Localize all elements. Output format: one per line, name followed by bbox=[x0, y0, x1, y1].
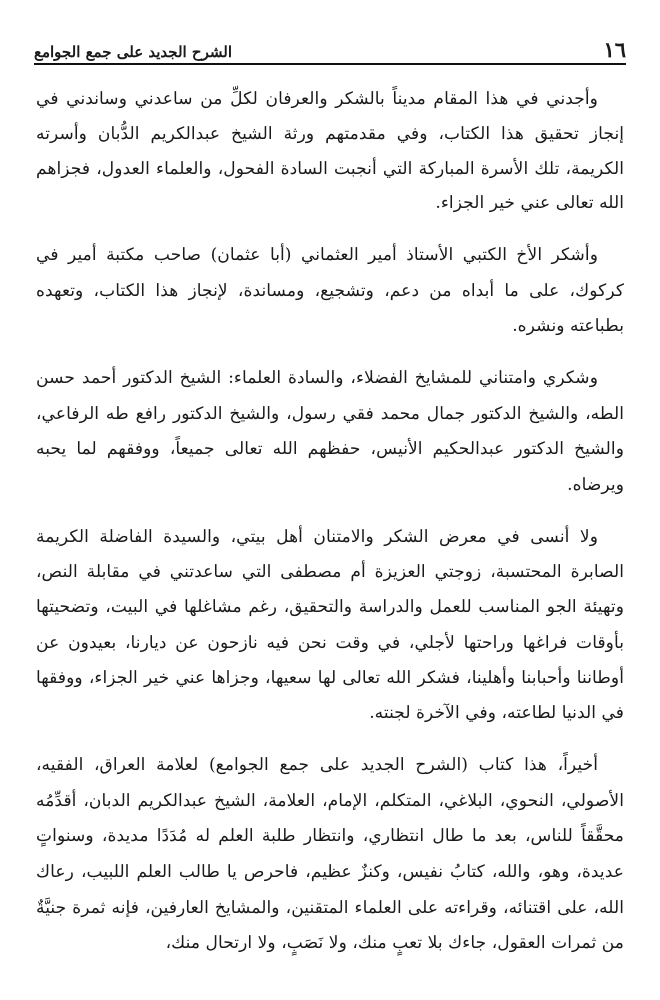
body-text bbox=[36, 82, 624, 982]
paragraph-book-introduction: أخيراً، هذا كتاب (الشرح الجديد على جمع الجوامع) لعلامة العراق، الفقيه، الأصولي، النحوي، البلاغي، المتكلم، الإمام، العلامة، الشيخ عبدالكريم الدبان، أقدِّمُه محقَّقاً للناس، بعد ما طال انتظاري، وانتظار طلبة العلم له مُدَدًا مديدة، وسنواتٍ عديدة، وهو، والله، كتابُ نفيس، وكنزٌ عظيم، فاحرص يا طالب العلم اللبيب، رعاك الله، على اقتنائه، وقراءته على العلماء المتقنين، والمشايخ العارفين، فإنه ثمرة جنيَّةٌ من ثمرات العقول، جاءك بلا تعبٍ منك، ولا نَصَبٍ، ولا ارتحال منك، bbox=[36, 755, 624, 954]
paragraph-acknowledgment-scholars: وشكري وامتناني للمشايخ الفضلاء، والسادة العلماء: الشيخ الدكتور أحمد حسن الطه، والشيخ الدكتور جمال محمد فقي رسول، والشيخ الدكتور رافع طه الرفاعي، والشيخ الدكتور عبدالحكيم الأنيس، حفظهم الله تعالى جميعاً، ووفقهم لما يحبه ويرضاه. bbox=[36, 368, 624, 495]
paragraph-acknowledgment-heirs: وأجدني في هذا المقام مديناً بالشكر والعرفان لكلِّ من ساعدني وساندني في إنجاز تحقيق هذا الكتاب، وفي مقدمتهم ورثة الشيخ عبدالكريم الدُّبان وأسرته الكريمة، تلك الأسرة المباركة التي أنجبت السادة الفحول، والعلماء العدول، فجزاهم الله تعالى عني خير الجزاء. bbox=[36, 89, 624, 214]
running-header bbox=[34, 34, 626, 65]
book-title: الشرح الجديد على جمع الجوامع bbox=[34, 43, 233, 61]
paragraph-acknowledgment-publisher: وأشكر الأخ الكتبي الأستاذ أمير العثماني (أبا عثمان) صاحب مكتبة أمير في كركوك، على ما أبداه من دعم، وتشجيع، ومساندة، لإنجاز هذا الكتاب، وتعهده بطباعته ونشره. bbox=[36, 245, 624, 336]
page-number: ١٦ bbox=[603, 37, 626, 62]
paragraph-acknowledgment-family: ولا أنسى في معرض الشكر والامتنان أهل بيتي، والسيدة الفاضلة الكريمة الصابرة المحتسبة، زوجتي العزيزة أم مصطفى التي ساعدتني في مقابلة النص، وتهيئة الجو المناسب للعمل والدراسة والتحقيق، رغم مشاغلها في البيت، وتضحيتها بأوقات فراغها وراحتها لأجلي، في وقت نحن فيه نازحون عن ديارنا، بعيدون عن أوطاننا وأحبابنا وأهلينا، فشكر الله تعالى لها سعيها، وجزاها عني خير الجزاء، ووفقها في الدنيا لطاعته، وفي الآخرة لجنته. bbox=[36, 527, 624, 724]
